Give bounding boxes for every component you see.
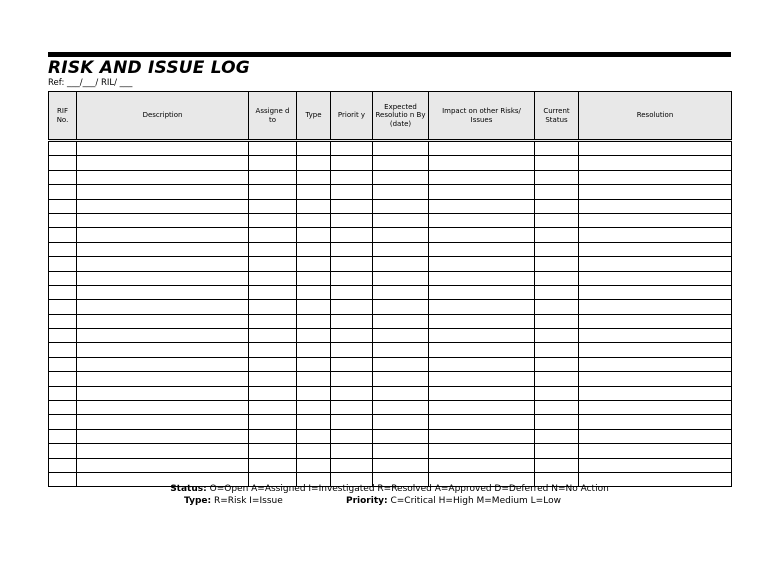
table-row (49, 257, 732, 271)
table-cell[interactable] (331, 213, 373, 227)
table-row (49, 343, 732, 357)
table-cell[interactable] (297, 429, 331, 443)
table-cell[interactable] (331, 429, 373, 443)
table-cell[interactable] (579, 185, 732, 199)
table-row (49, 242, 732, 256)
table-cell[interactable] (249, 213, 297, 227)
table-cell[interactable] (535, 141, 579, 156)
table-cell[interactable] (77, 257, 249, 271)
table-cell[interactable] (429, 257, 535, 271)
table-cell[interactable] (373, 372, 429, 386)
table-cell[interactable] (535, 285, 579, 299)
table-cell[interactable] (579, 257, 732, 271)
table-cell[interactable] (331, 357, 373, 371)
table-row (49, 185, 732, 199)
table-cell[interactable] (579, 458, 732, 472)
table-cell[interactable] (49, 185, 77, 199)
type-legend-text: R=Risk I=Issue (213, 496, 283, 506)
table-header-row (49, 92, 732, 141)
table-cell[interactable] (49, 257, 77, 271)
table-cell[interactable] (297, 228, 331, 242)
table-cell[interactable] (373, 213, 429, 227)
table-cell[interactable] (535, 271, 579, 285)
page-title: RISK AND ISSUE LOG (48, 58, 250, 78)
table-cell[interactable] (49, 357, 77, 371)
table-cell[interactable] (297, 372, 331, 386)
table-cell[interactable] (77, 372, 249, 386)
table-cell[interactable] (49, 314, 77, 328)
table-cell[interactable] (331, 228, 373, 242)
table-cell[interactable] (297, 156, 331, 170)
table-cell[interactable] (579, 314, 732, 328)
table-cell[interactable] (535, 213, 579, 227)
table-cell[interactable] (297, 386, 331, 400)
table-row (49, 141, 732, 156)
table-cell[interactable] (429, 357, 535, 371)
table-cell[interactable] (49, 271, 77, 285)
table-cell[interactable] (535, 372, 579, 386)
table-cell[interactable] (331, 329, 373, 343)
table-cell[interactable] (331, 199, 373, 213)
table-cell[interactable] (49, 415, 77, 429)
table-cell[interactable] (331, 386, 373, 400)
reference-line: Ref: ___/___/ RIL/ ___ (48, 78, 133, 88)
table-cell[interactable] (249, 271, 297, 285)
table-cell[interactable] (373, 415, 429, 429)
table-cell[interactable] (535, 314, 579, 328)
table-cell[interactable] (429, 314, 535, 328)
table-cell[interactable] (77, 213, 249, 227)
table-cell[interactable] (249, 242, 297, 256)
table-cell[interactable] (77, 314, 249, 328)
table-cell[interactable] (429, 343, 535, 357)
table-cell[interactable] (249, 415, 297, 429)
table-cell[interactable] (373, 156, 429, 170)
table-cell[interactable] (535, 386, 579, 400)
table-cell[interactable] (297, 285, 331, 299)
table-cell[interactable] (297, 357, 331, 371)
table-cell[interactable] (535, 199, 579, 213)
table-cell[interactable] (331, 285, 373, 299)
table-cell[interactable] (77, 228, 249, 242)
table-cell[interactable] (77, 185, 249, 199)
table-cell[interactable] (579, 401, 732, 415)
table-cell[interactable] (429, 444, 535, 458)
table-cell[interactable] (249, 401, 297, 415)
table-cell[interactable] (373, 444, 429, 458)
table-cell[interactable] (373, 285, 429, 299)
table-cell[interactable] (77, 242, 249, 256)
table-cell[interactable] (297, 300, 331, 314)
table-cell[interactable] (429, 372, 535, 386)
table-cell[interactable] (579, 343, 732, 357)
table-cell[interactable] (373, 343, 429, 357)
table-row (49, 429, 732, 443)
table-row (49, 444, 732, 458)
table-cell[interactable] (579, 372, 732, 386)
table-cell[interactable] (77, 271, 249, 285)
table-cell[interactable] (429, 141, 535, 156)
table-cell[interactable] (297, 401, 331, 415)
table-cell[interactable] (49, 458, 77, 472)
table-cell[interactable] (535, 185, 579, 199)
table-cell[interactable] (49, 199, 77, 213)
table-cell[interactable] (249, 357, 297, 371)
table-cell[interactable] (373, 228, 429, 242)
table-cell[interactable] (49, 329, 77, 343)
table-cell[interactable] (249, 228, 297, 242)
table-cell[interactable] (579, 285, 732, 299)
table-cell[interactable] (49, 444, 77, 458)
table-cell[interactable] (579, 141, 732, 156)
table-cell[interactable] (579, 357, 732, 371)
table-cell[interactable] (429, 386, 535, 400)
table-cell[interactable] (49, 242, 77, 256)
type-legend-label: Type: (184, 496, 212, 506)
table-cell[interactable] (373, 314, 429, 328)
table-cell[interactable] (331, 170, 373, 184)
table-cell[interactable] (331, 300, 373, 314)
priority-legend-label: Priority: (346, 496, 388, 506)
table-cell[interactable] (249, 429, 297, 443)
table-cell[interactable] (297, 329, 331, 343)
table-cell[interactable] (579, 271, 732, 285)
table-row (49, 314, 732, 328)
table-cell[interactable] (429, 429, 535, 443)
table-cell[interactable] (49, 401, 77, 415)
table-cell[interactable] (249, 386, 297, 400)
table-cell[interactable] (77, 300, 249, 314)
table-cell[interactable] (249, 444, 297, 458)
table-cell[interactable] (249, 185, 297, 199)
table-cell[interactable] (535, 300, 579, 314)
table-cell[interactable] (297, 343, 331, 357)
table-cell[interactable] (535, 343, 579, 357)
header-rif-no: RIF No. (49, 92, 77, 141)
table-cell[interactable] (429, 401, 535, 415)
table-cell[interactable] (429, 329, 535, 343)
table-cell[interactable] (373, 401, 429, 415)
table-cell[interactable] (49, 300, 77, 314)
table-cell[interactable] (297, 185, 331, 199)
table-cell[interactable] (297, 170, 331, 184)
table-cell[interactable] (579, 156, 732, 170)
table-cell[interactable] (249, 199, 297, 213)
table-cell[interactable] (535, 444, 579, 458)
table-cell[interactable] (579, 444, 732, 458)
table-cell[interactable] (373, 185, 429, 199)
table-cell[interactable] (579, 228, 732, 242)
table-row (49, 156, 732, 170)
table-cell[interactable] (77, 343, 249, 357)
table-cell[interactable] (249, 257, 297, 271)
table-cell[interactable] (331, 401, 373, 415)
table-cell[interactable] (429, 156, 535, 170)
table-cell[interactable] (77, 357, 249, 371)
table-cell[interactable] (331, 314, 373, 328)
table-cell[interactable] (331, 141, 373, 156)
table-cell[interactable] (373, 242, 429, 256)
table-cell[interactable] (579, 415, 732, 429)
table-cell[interactable] (49, 372, 77, 386)
table-cell[interactable] (429, 242, 535, 256)
table-cell[interactable] (77, 285, 249, 299)
table-cell[interactable] (535, 257, 579, 271)
table-cell[interactable] (429, 285, 535, 299)
table-cell[interactable] (535, 458, 579, 472)
header-priority: Priorit y (331, 92, 373, 141)
table-row (49, 285, 732, 299)
table-cell[interactable] (297, 257, 331, 271)
table-cell[interactable] (373, 429, 429, 443)
table-cell[interactable] (77, 141, 249, 156)
table-cell[interactable] (331, 372, 373, 386)
table-cell[interactable] (77, 401, 249, 415)
table-cell[interactable] (77, 415, 249, 429)
table-row (49, 386, 732, 400)
top-rule (48, 52, 731, 57)
table-cell[interactable] (579, 429, 732, 443)
table-body (49, 141, 732, 487)
table-cell[interactable] (77, 329, 249, 343)
header-type: Type (297, 92, 331, 141)
table-cell[interactable] (297, 271, 331, 285)
table-cell[interactable] (429, 271, 535, 285)
table-cell[interactable] (331, 271, 373, 285)
table-cell[interactable] (579, 242, 732, 256)
table-row (49, 199, 732, 213)
table-row (49, 458, 732, 472)
type-legend (184, 496, 283, 506)
table-cell[interactable] (331, 257, 373, 271)
table-cell[interactable] (297, 444, 331, 458)
table-cell[interactable] (297, 242, 331, 256)
table-cell[interactable] (77, 170, 249, 184)
table-cell[interactable] (535, 401, 579, 415)
table-cell[interactable] (331, 242, 373, 256)
table-row (49, 213, 732, 227)
table-cell[interactable] (77, 444, 249, 458)
table-cell[interactable] (77, 386, 249, 400)
priority-legend-text: C=Critical H=High M=Medium L=Low (390, 496, 561, 506)
table-cell[interactable] (373, 271, 429, 285)
table-cell[interactable] (297, 141, 331, 156)
table-cell[interactable] (535, 170, 579, 184)
table-cell[interactable] (49, 213, 77, 227)
header-expected-resolution: Expected Resolutio n By (date) (373, 92, 429, 141)
table-cell[interactable] (579, 386, 732, 400)
table-cell[interactable] (249, 141, 297, 156)
table-cell[interactable] (373, 386, 429, 400)
table-cell[interactable] (579, 213, 732, 227)
table-cell[interactable] (331, 444, 373, 458)
table-cell[interactable] (49, 156, 77, 170)
table-row (49, 329, 732, 343)
status-legend-text: O=Open A=Assigned I=Investigated R=Resolved A=Approved D=Deferred N=No Action (209, 484, 609, 494)
table-cell[interactable] (429, 228, 535, 242)
table-cell[interactable] (429, 300, 535, 314)
table-cell[interactable] (373, 458, 429, 472)
table-cell[interactable] (429, 170, 535, 184)
table-cell[interactable] (373, 257, 429, 271)
header-description: Description (77, 92, 249, 141)
table-cell[interactable] (77, 156, 249, 170)
table-cell[interactable] (331, 156, 373, 170)
header-resolution: Resolution (579, 92, 732, 141)
table-cell[interactable] (77, 458, 249, 472)
table-cell[interactable] (249, 314, 297, 328)
table-cell[interactable] (373, 170, 429, 184)
status-legend-label: Status: (170, 484, 207, 494)
table-cell[interactable] (579, 329, 732, 343)
table-cell[interactable] (373, 357, 429, 371)
priority-legend (346, 496, 561, 506)
table-cell[interactable] (297, 199, 331, 213)
table-cell[interactable] (49, 170, 77, 184)
table-cell[interactable] (249, 343, 297, 357)
table-cell[interactable] (49, 228, 77, 242)
table-row (49, 271, 732, 285)
table-cell[interactable] (249, 156, 297, 170)
table-row (49, 357, 732, 371)
table-cell[interactable] (429, 213, 535, 227)
table-cell[interactable] (331, 343, 373, 357)
header-assigned-to: Assigne d to (249, 92, 297, 141)
table-row (49, 228, 732, 242)
table-cell[interactable] (49, 386, 77, 400)
table-cell[interactable] (429, 199, 535, 213)
table-cell[interactable] (429, 185, 535, 199)
table-cell[interactable] (535, 242, 579, 256)
table-cell[interactable] (249, 372, 297, 386)
table-cell[interactable] (535, 156, 579, 170)
table-row (49, 372, 732, 386)
table-cell[interactable] (249, 329, 297, 343)
table-cell[interactable] (373, 300, 429, 314)
table-cell[interactable] (249, 285, 297, 299)
table-cell[interactable] (429, 458, 535, 472)
table-cell[interactable] (49, 285, 77, 299)
table-cell[interactable] (297, 314, 331, 328)
table-cell[interactable] (77, 429, 249, 443)
table-cell[interactable] (373, 141, 429, 156)
header-impact: Impact on other Risks/ Issues (429, 92, 535, 141)
table-cell[interactable] (297, 213, 331, 227)
table-cell[interactable] (373, 199, 429, 213)
table-cell[interactable] (331, 185, 373, 199)
table-cell[interactable] (331, 415, 373, 429)
table-row (49, 401, 732, 415)
table-cell[interactable] (77, 199, 249, 213)
table-cell[interactable] (535, 429, 579, 443)
table-cell[interactable] (297, 458, 331, 472)
table-cell[interactable] (249, 458, 297, 472)
table-cell[interactable] (49, 343, 77, 357)
table-cell[interactable] (331, 458, 373, 472)
table-cell[interactable] (535, 228, 579, 242)
table-cell[interactable] (535, 415, 579, 429)
table-cell[interactable] (373, 329, 429, 343)
status-legend (48, 484, 731, 494)
table-cell[interactable] (49, 141, 77, 156)
table-cell[interactable] (579, 300, 732, 314)
table-cell[interactable] (249, 170, 297, 184)
table-row (49, 300, 732, 314)
risk-issue-table (48, 91, 732, 487)
table-cell[interactable] (579, 170, 732, 184)
table-cell[interactable] (535, 329, 579, 343)
table-cell[interactable] (249, 300, 297, 314)
table-cell[interactable] (297, 415, 331, 429)
header-current-status: Current Status (535, 92, 579, 141)
table-cell[interactable] (535, 357, 579, 371)
table-cell[interactable] (49, 429, 77, 443)
table-row (49, 170, 732, 184)
table-cell[interactable] (429, 415, 535, 429)
table-cell[interactable] (579, 199, 732, 213)
table-row (49, 415, 732, 429)
